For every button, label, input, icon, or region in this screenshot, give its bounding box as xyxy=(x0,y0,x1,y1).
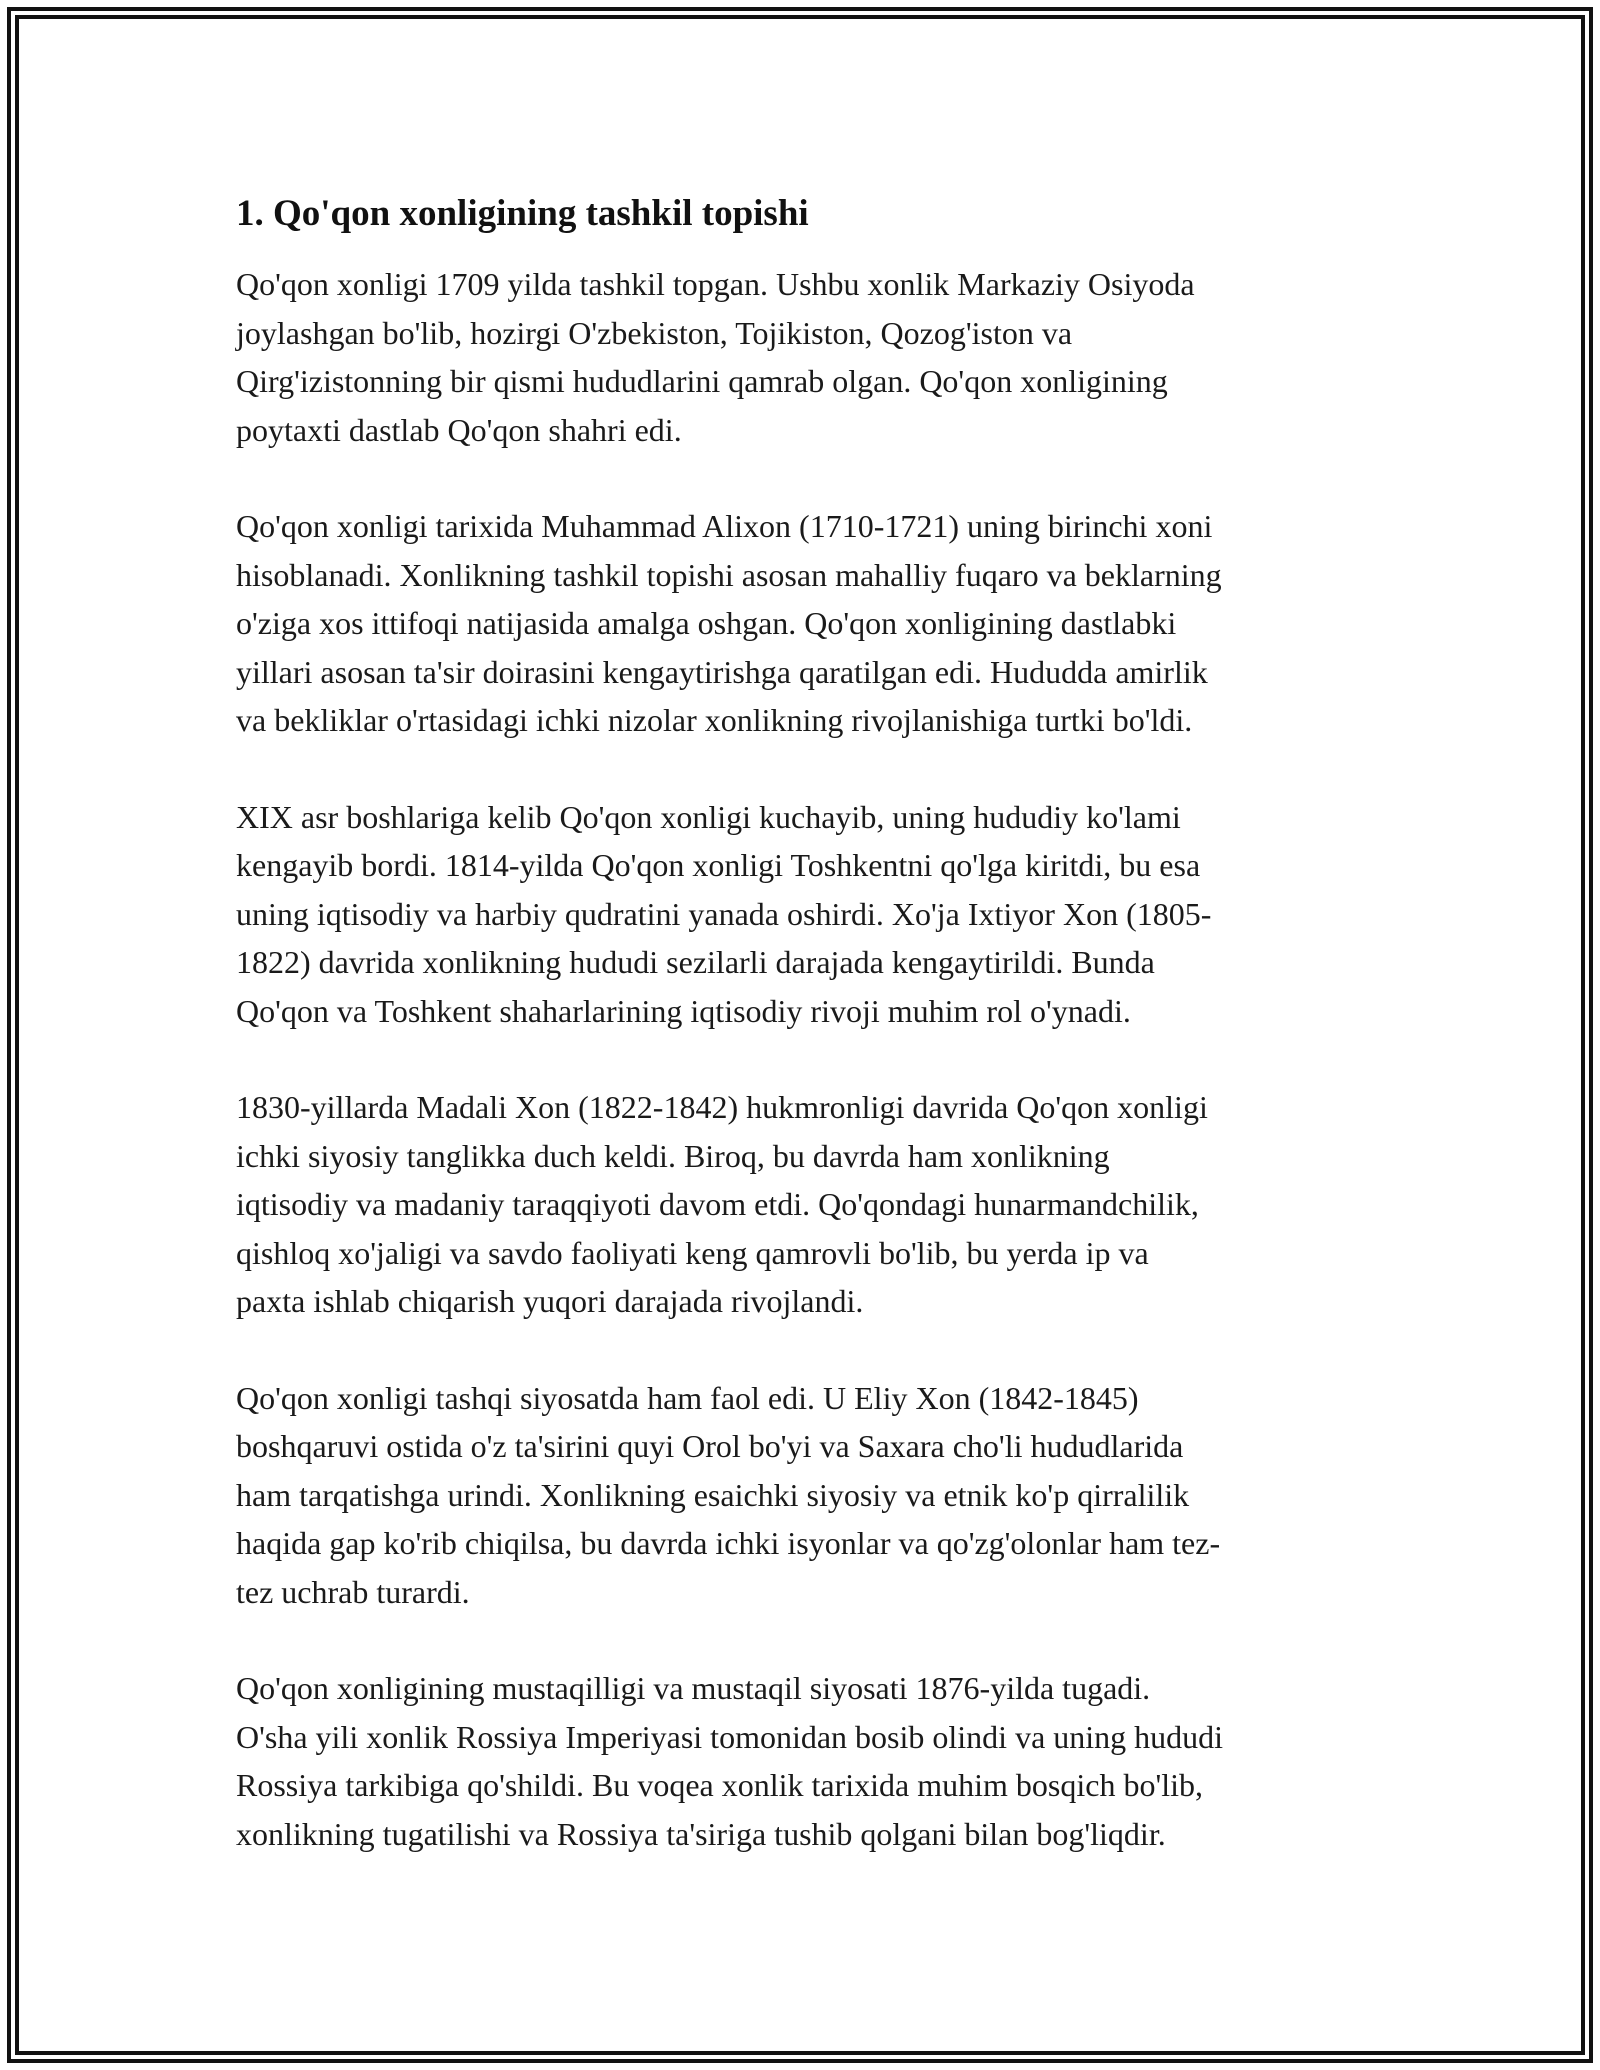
text-line: boshqaruvi ostida o'z ta'sirini quyi Orol bo'yi va Saxara cho'li hududlarida xyxy=(236,1428,1184,1464)
text-line: xonlikning tugatilishi va Rossiya ta'siriga tushib qolgani bilan bog'liqdir. xyxy=(236,1815,1166,1852)
section-heading: 1. Qo'qon xonligining tashkil topishi xyxy=(236,193,809,234)
text-line: O'sha yili xonlik Rossiya Imperiyasi tomonidan bosib olindi va uning hududi xyxy=(236,1718,1224,1755)
text-line: Qirg'izistonning bir qismi hududlarini qamrab olgan. Qo'qon xonligining xyxy=(236,363,1168,399)
text-line: Qo'qon xonligi 1709 yilda tashkil topgan. Ushbu xonlik Markaziy Osiyoda xyxy=(236,266,1195,302)
text-line: va bekliklar o'rtasidagi ichki nizolar xonlikning rivojlanishiga turtki bo'ldi. xyxy=(236,702,1193,738)
text-line: iqtisodiy va madaniy taraqqiyoti davom etdi. Qo'qondagi hunarmandchilik, xyxy=(236,1186,1199,1222)
text-line: ichki siyosiy tanglikka duch keldi. Biroq, bu davrda ham xonlikning xyxy=(236,1137,1110,1174)
text-line: 1830-yillarda Madali Xon (1822-1842) hukmronligi davrida Qo'qon xonligi xyxy=(236,1089,1208,1125)
paragraph-first-khan xyxy=(236,502,1376,745)
text-line: ham tarqatishga urindi. Xonlikning esaichki siyosiy va etnik ko'p qirralilik xyxy=(236,1476,1190,1513)
text-line: o'ziga xos ittifoqi natijasida amalga oshgan. Qo'qon xonligining dastlabki xyxy=(236,605,1177,641)
text-line: tez uchrab turardi. xyxy=(236,1573,470,1610)
text-line: yillari asosan ta'sir doirasini kengaytirishga qaratilgan edi. Hududda amirlik xyxy=(236,653,1208,690)
document-body xyxy=(236,188,1376,1906)
text-line: 1822) davrida xonlikning hududi sezilarli darajada kengaytirildi. Bunda xyxy=(236,944,1155,980)
text-line: kengayib bordi. 1814-yilda Qo'qon xonligi Toshkentni qo'lga kiritdi, bu esa xyxy=(236,847,1201,883)
text-line: Qo'qon xonligi tashqi siyosatda ham faol edi. U Eliy Xon (1842-1845) xyxy=(236,1379,1139,1416)
paragraph-foreign-policy xyxy=(236,1374,1376,1617)
text-line: poytaxti dastlab Qo'qon shahri edi. xyxy=(236,411,682,448)
text-line: haqida gap ko'rib chiqilsa, bu davrda ichki isyonlar va qo'zg'olonlar ham tez- xyxy=(236,1525,1221,1561)
text-line: hisoblanadi. Xonlikning tashkil topishi asosan mahalliy fuqaro va beklarning xyxy=(236,556,1222,593)
text-line: joylashgan bo'lib, hozirgi O'zbekiston, Tojikiston, Qozog'iston va xyxy=(236,314,1073,351)
paragraph-founding xyxy=(236,260,1376,454)
paragraph-expansion xyxy=(236,793,1376,1036)
text-line: paxta ishlab chiqarish yuqori darajada rivojlandi. xyxy=(236,1283,864,1319)
text-line: Rossiya tarkibiga qo'shildi. Bu voqea xonlik tarixida muhim bosqich bo'lib, xyxy=(236,1767,1203,1803)
text-line: Qo'qon xonligi tarixida Muhammad Alixon (1710-1721) uning birinchi xoni xyxy=(236,508,1213,544)
paragraph-end-of-independence xyxy=(236,1664,1376,1858)
text-line: XIX asr boshlariga kelib Qo'qon xonligi kuchayib, uning hududiy ko'lami xyxy=(236,798,1181,835)
text-line: Qo'qon xonligining mustaqilligi va mustaqil siyosati 1876-yilda tugadi. xyxy=(236,1670,1151,1706)
text-line: uning iqtisodiy va harbiy qudratini yanada oshirdi. Xo'ja Ixtiyor Xon (1805- xyxy=(236,895,1212,932)
text-line: qishloq xo'jaligi va savdo faoliyati keng qamrovli bo'lib, bu yerda ip va xyxy=(236,1234,1149,1271)
paragraph-madali-khan xyxy=(236,1083,1376,1326)
text-line: Qo'qon va Toshkent shaharlarining iqtisodiy rivoji muhim rol o'ynadi. xyxy=(236,992,1131,1029)
